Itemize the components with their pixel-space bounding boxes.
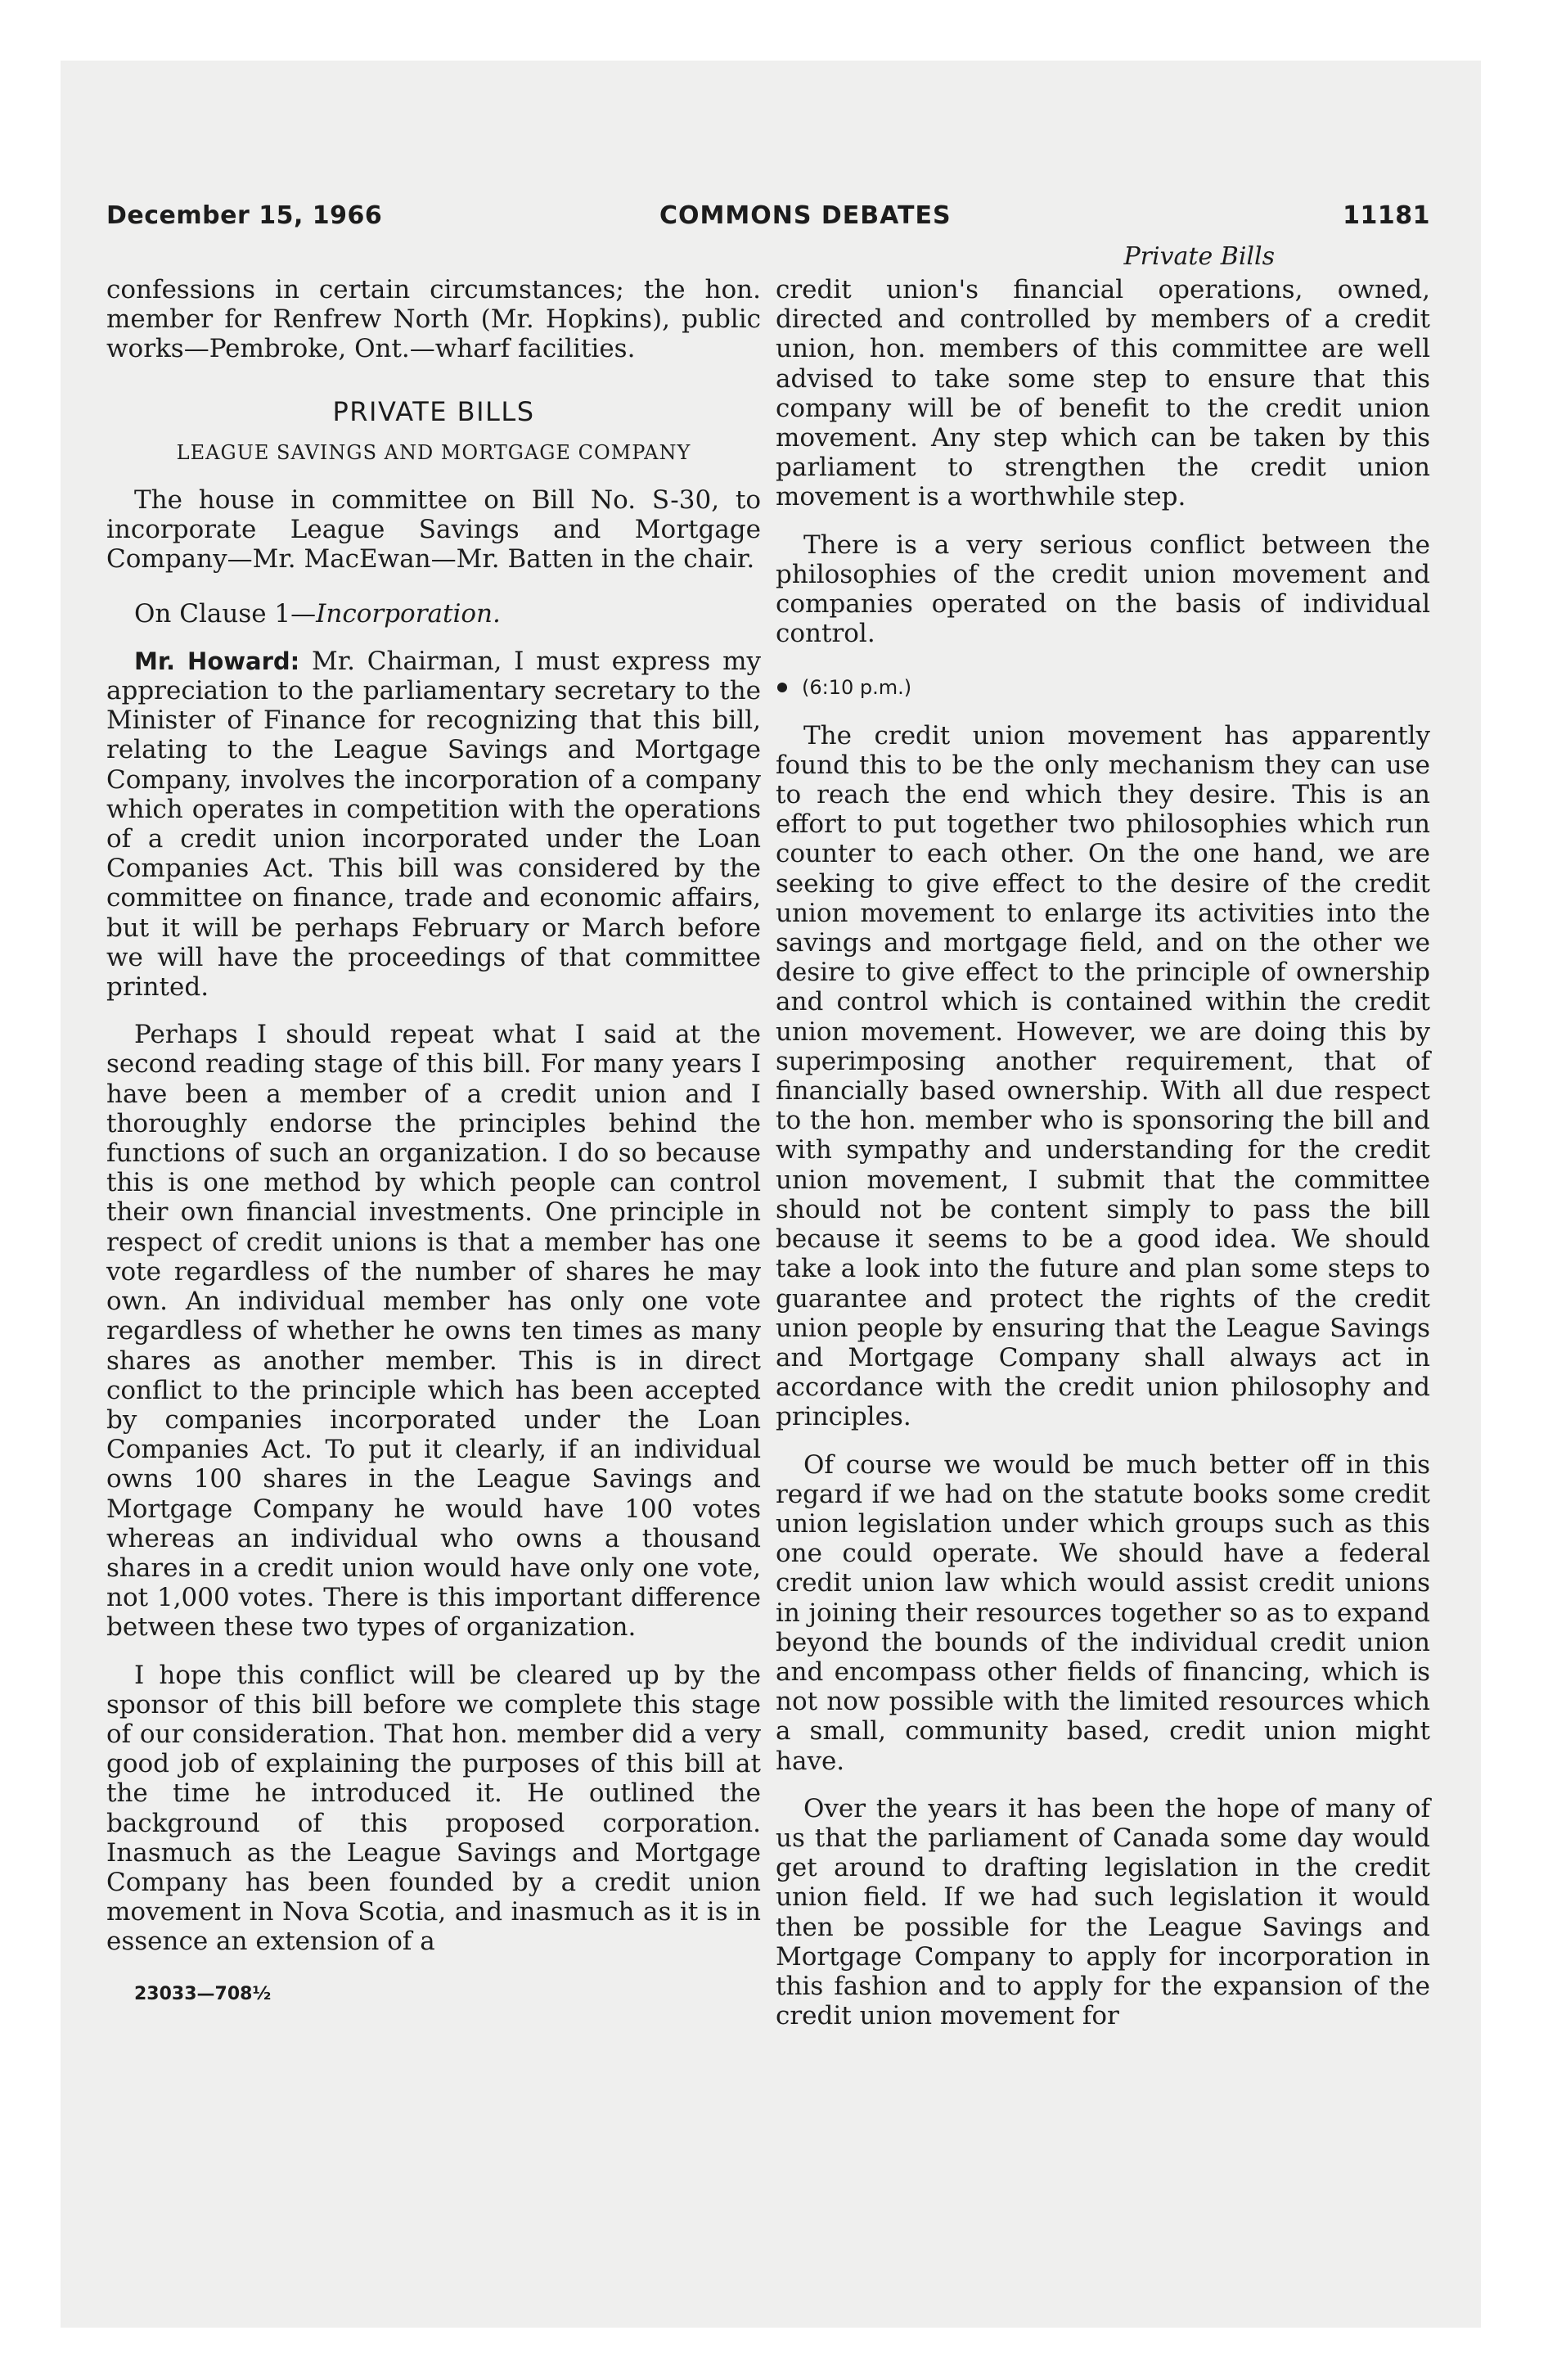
section-heading: PRIVATE BILLS (332, 395, 535, 427)
header-date: December 15, 1966 (106, 201, 383, 230)
right-column (776, 275, 1430, 2031)
bullet-icon (777, 683, 787, 692)
footer-code: 23033—708½ (134, 1983, 272, 2004)
body-paragraph: Of course we would be much better off in this regard if we had on the statute books some credit union legislation under which groups such as this one could operate. We should have a federal credit union law which would assist credit unions in joining their resources together so as to expand beyond the bounds of the individual credit union and encompass other fields of financing, which is not now possible with the limited resources which a small, community based, credit union might have. (776, 1449, 1430, 1776)
body-paragraph: credit union's financial operations, owned, directed and controlled by members of a credit union, hon. members of this committee are well advised to take some step to ensure that this company will be of benefit to the credit union movement. Any step which can be taken by this parliament to strengthen the credit union movement is a worthwhile step. (776, 275, 1430, 512)
time-marker-text: (6:10 p.m.) (802, 676, 912, 700)
body-paragraph: Over the years it has been the hope of many of us that the parliament of Canada some day would get around to drafting legislation in the credit union field. If we had such legislation it would then be possible for the League Savings and Mortgage Company to apply for incorporation in this fashion and to apply for the expansion of the credit union movement for (776, 1793, 1430, 2031)
clause-line (106, 599, 761, 629)
body-paragraph: The credit union movement has apparently found this to be the only mechanism they can use to reach the end which they desire. This is an effort to put together two philosophies which run counter to each other. On the one hand, we are seeking to give effect to the desire of the credit union movement to enlarge its activities into the savings and mortgage field, and on the other we desire to give effect to the principle of ownership and control which is contained within the credit union movement. However, we are doing this by superimposing another requirement, that of financially based ownership. With all due respect to the hon. member who is sponsoring the bill and with sympathy and understanding for the credit union movement, I submit that the committee should not be content simply to pass the bill because it seems to be a good idea. We should take a look into the future and plan some steps to guarantee and protect the rights of the credit union people by ensuring that the League Savings and Mortgage Company shall always act in accordance with the credit union philosophy and principles. (776, 720, 1430, 1432)
body-paragraph: Perhaps I should repeat what I said at the second reading stage of this bill. For many years I have been a member of a credit union and I thoroughly endorse the principles behind the functions of such an organization. I do so because this is one method by which people can control their own financial investments. One principle in respect of credit unions is that a member has one vote regardless of the number of shares he may own. An individual member has only one vote regardless of whether he owns ten times as many shares as another member. This is in direct conflict to the principle which has been accepted by companies incorporated under the Loan Companies Act. To put it clearly, if an individual owns 100 shares in the League Savings and Mortgage Company he would have 100 votes whereas an individual who owns a thousand shares in a credit union would have only one vote, not 1,000 votes. There is this important difference between these two types of organization. (106, 1020, 761, 1643)
left-column (106, 275, 761, 2009)
opening-paragraph: confessions in certain circumstances; the hon. member for Renfrew North (Mr. Hopkins), public works—Pembroke, Ont.—wharf facilities. (106, 275, 761, 364)
body-paragraph: I hope this conflict will be cleared up by the sponsor of this bill before we complete this stage of our consideration. That hon. member did a very good job of explaining the purposes of this bill at the time he introduced it. He outlined the background of this proposed corporation. Inasmuch as the League Savings and Mortgage Company has been founded by a credit union movement in Nova Scotia, and inasmuch as it is in essence an extension of a (106, 1660, 761, 1957)
document-page (61, 61, 1481, 2328)
speaker-name: Mr. Howard: (134, 647, 300, 675)
speech-text: Mr. Chairman, I must express my appreciation to the parliamentary secretary to the Minister of Finance for recognizing that this bill, relating to the League Savings and Mortgage Company, involves the incorporation of a company which operates in competition with the operations of a credit union incorporated under the Loan Companies Act. This bill was considered by the committee on finance, trade and economic affairs, but it will be perhaps February or March before we will have the proceedings of that committee printed. (106, 646, 761, 1003)
body-paragraph: There is a very serious conflict between the philosophies of the credit union movement and companies operated on the basis of individual control. (776, 530, 1430, 649)
time-marker (776, 673, 1430, 702)
speech-paragraph (106, 647, 761, 1002)
section-label: Private Bills (1123, 242, 1275, 271)
clause-prefix: On Clause 1— (134, 598, 317, 629)
header-title: COMMONS DEBATES (659, 201, 952, 230)
page-number: 11181 (1343, 201, 1430, 230)
clause-title: Incorporation. (316, 598, 501, 629)
committee-paragraph: The house in committee on Bill No. S-30, to incorporate League Savings and Mortgage Company—Mr. MacEwan—Mr. Batten in the chair. (106, 485, 761, 575)
bill-subheading: LEAGUE SAVINGS AND MORTGAGE COMPANY (176, 440, 691, 464)
page-header (106, 201, 1430, 271)
